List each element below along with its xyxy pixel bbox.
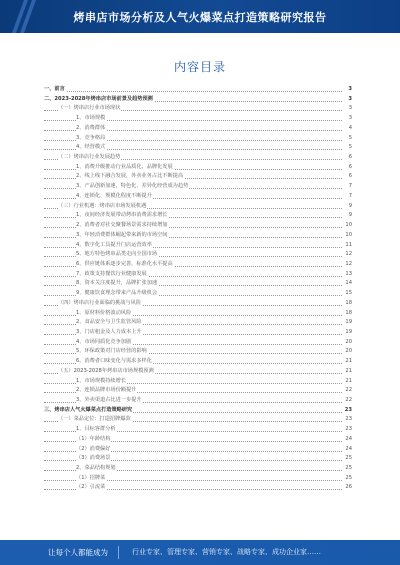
toc-entry[interactable] [44,182,352,192]
toc-entry-page: 7 [348,182,352,192]
toc-entry-page: 3 [347,95,352,105]
toc-entry-page: 9 [348,211,352,221]
toc-entry-page: 25 [344,464,352,474]
toc-entry-page: 7 [348,192,352,202]
toc-entry-label: 5、环保政策对门店经营的影响 [76,348,147,355]
toc-entry-label: 2、连锁品牌市场份额提升 [76,387,137,394]
toc-entry[interactable] [44,231,352,241]
toc-entry-page: 25 [344,454,352,464]
toc-entry-page: 10 [344,221,352,231]
table-of-contents [44,85,352,493]
toc-entry-page: 23 [344,425,352,435]
footer-roles: 行业专家、管理专家、营销专家、战略专家、成功企业家…… [132,548,321,556]
toc-entry-label: （三）行业机遇：烤串店市场发展机遇 [58,202,147,209]
toc-entry-label: 1、夜间经济发展带动烤串消费需求增长 [76,212,168,219]
toc-entry[interactable] [44,85,352,95]
toc-entry[interactable] [44,192,352,202]
toc-entry[interactable] [44,143,352,153]
toc-entry[interactable] [44,415,352,425]
toc-entry-page: 19 [344,328,352,338]
toc-entry-label: 二、2023-2028年烤串店市场前景及趋势预测 [44,95,153,102]
toc-entry-page: 22 [344,386,352,396]
toc-entry[interactable] [44,377,352,387]
toc-entry-page: 26 [344,483,352,493]
toc-entry-page: 24 [344,445,352,455]
toc-entry[interactable] [44,445,352,455]
toc-entry-page: 13 [344,270,352,280]
toc-entry[interactable] [44,483,352,493]
toc-heading: 内容目录 [173,60,226,74]
toc-entry-page: 3 [347,85,352,95]
toc-entry[interactable] [44,299,352,309]
toc-entry-label: 1、消费升级推动行业品质化、品牌化发展 [76,163,173,170]
toc-entry[interactable] [44,279,352,289]
footer-slogan: 让每个人都能成为 [48,548,108,557]
toc-entry[interactable] [44,318,352,328]
toc-entry[interactable] [44,357,352,367]
toc-entry-label: 3、年轻消费群体崛起带来新的市场空间 [76,231,168,238]
toc-entry-page: 24 [344,435,352,445]
toc-entry[interactable] [44,124,352,134]
toc-entry-label: 4、市场同质化竞争加剧 [76,338,132,345]
toc-entry[interactable] [44,435,352,445]
toc-entry-label: （2）消费偏好 [76,445,111,452]
toc-entry-page: 5 [348,143,352,153]
toc-entry-label: 9、健康饮食理念带来产品升级机会 [76,290,158,297]
toc-entry[interactable] [44,153,352,163]
toc-entry-label: 一、前言 [44,86,65,92]
toc-entry-page: 14 [344,279,352,289]
toc-entry-page: 12 [344,260,352,270]
toc-entry-page: 12 [344,250,352,260]
toc-entry-label: 8、资本关注度提升，品牌扩张加速 [76,280,158,287]
toc-entry-label: 4、经营模式 [76,144,106,151]
toc-entry[interactable] [44,104,352,114]
toc-entry-label: 1、市场规模持续增长 [76,377,126,384]
toc-entry-label: 2、消费者对社交聚餐场景需求持续增加 [76,222,168,229]
toc-entry-label: 2、线上线下融合发展，外卖业务占比不断提高 [76,173,184,180]
toc-entry-label: （二）烤串店行业发展趋势 [58,154,121,161]
toc-entry-page: 6 [348,172,352,182]
toc-entry[interactable] [44,163,352,173]
toc-entry-page: 25 [344,474,352,484]
toc-dot-leader [44,91,342,92]
toc-entry[interactable] [44,221,352,231]
toc-entry-label: （一）烤串店行业市场现状 [58,105,121,112]
toc-entry-label: 三、烤串店人气火爆菜点打造策略研究 [44,406,133,413]
toc-entry-page: 20 [344,347,352,357]
toc-entry-page: 23 [344,406,352,416]
toc-entry-label: 3、外卖渠道占比进一步提升 [76,397,142,403]
toc-entry-label: 7、政策支持餐饮行业健康发展 [76,270,147,277]
toc-entry-label: 2、食品安全与卫生监管风险 [76,319,142,326]
report-header-banner [0,0,400,33]
toc-entry[interactable] [44,367,352,377]
toc-entry-label: 3、产品创新加速，特色化、差异化经营成为趋势 [76,183,189,190]
toc-entry[interactable] [44,396,352,406]
toc-entry[interactable] [44,338,352,348]
toc-entry-label: 6、供应链体系逐步完善，标准化水平提高 [76,260,173,267]
toc-entry[interactable] [44,260,352,270]
toc-entry-label: 6、消费者口味变化与需求多样化 [76,358,152,365]
toc-entry-label: 1、目标客群分析 [76,426,116,433]
toc-entry-page: 20 [344,338,352,348]
toc-entry-label: 3、门店租金及人力成本上升 [76,328,142,335]
toc-entry-label: （2）引流菜 [76,484,106,491]
toc-entry[interactable] [44,241,352,251]
toc-entry[interactable] [44,95,352,105]
toc-entry[interactable] [44,454,352,464]
toc-entry-page: 5 [348,134,352,144]
toc-entry[interactable] [44,474,352,484]
footer-divider [118,546,119,559]
toc-entry[interactable] [44,406,352,416]
toc-entry-page: 6 [348,153,352,163]
toc-entry[interactable] [44,202,352,212]
toc-entry-page: 22 [344,396,352,406]
toc-entry-label: 4、数字化工具提升门店运营效率 [76,241,152,248]
toc-entry[interactable] [44,347,352,357]
toc-entry-page: 23 [344,415,352,425]
toc-entry[interactable] [44,425,352,435]
toc-entry-label: 5、地方特色烤串品类走向全国市场 [76,251,158,258]
toc-entry[interactable] [44,289,352,299]
toc-entry-label: 3、竞争格局 [76,134,106,141]
toc-entry-label: （3）消费场景 [76,455,111,462]
toc-entry[interactable] [44,134,352,144]
toc-entry-label: 2、菜品结构规划 [76,465,116,472]
toc-entry-page: 11 [344,241,352,251]
toc-entry[interactable] [44,309,352,319]
toc-entry-label: （1）年龄结构 [76,435,111,442]
toc-entry-label: （一）菜品定位：打造招牌爆款 [58,416,131,423]
toc-entry-page: 10 [344,231,352,241]
toc-entry-label: 1、原材料价格波动风险 [76,309,132,316]
toc-entry[interactable] [44,270,352,280]
toc-entry-page: 18 [344,299,352,309]
toc-entry-label: 1、市场规模 [76,115,106,122]
toc-entry-page: 9 [348,202,352,212]
toc-entry-page: 3 [348,104,352,114]
toc-entry-page: 6 [348,163,352,173]
toc-entry[interactable] [44,211,352,221]
toc-entry-label: 4、连锁化、规模化程度不断提升 [76,192,152,199]
toc-entry-page: 21 [344,377,352,387]
toc-entry-page: 21 [344,357,352,367]
toc-entry[interactable] [44,250,352,260]
toc-entry-page: 3 [348,114,352,124]
report-title: 烤串店市场分析及人气火爆菜点打造策略研究报告 [73,11,327,24]
toc-entry-page: 15 [344,289,352,299]
toc-entry-label: 2、消费群体 [76,124,106,131]
toc-entry[interactable] [44,328,352,338]
toc-entry-page: 21 [344,367,352,377]
footer-banner [0,540,400,565]
toc-entry[interactable] [44,386,352,396]
toc-entry-page: 19 [344,318,352,328]
toc-entry[interactable] [44,114,352,124]
toc-entry-page: 18 [344,309,352,319]
toc-entry-label: （五）2023-2028年烤串店市场规模预测 [58,367,154,374]
toc-entry[interactable] [44,464,352,474]
toc-entry-label: （1）招牌菜 [76,474,106,481]
toc-entry[interactable] [44,172,352,182]
toc-entry-label: （四）烤串店行业面临的挑战与风险 [58,299,142,306]
toc-entry-page: 4 [348,124,352,134]
